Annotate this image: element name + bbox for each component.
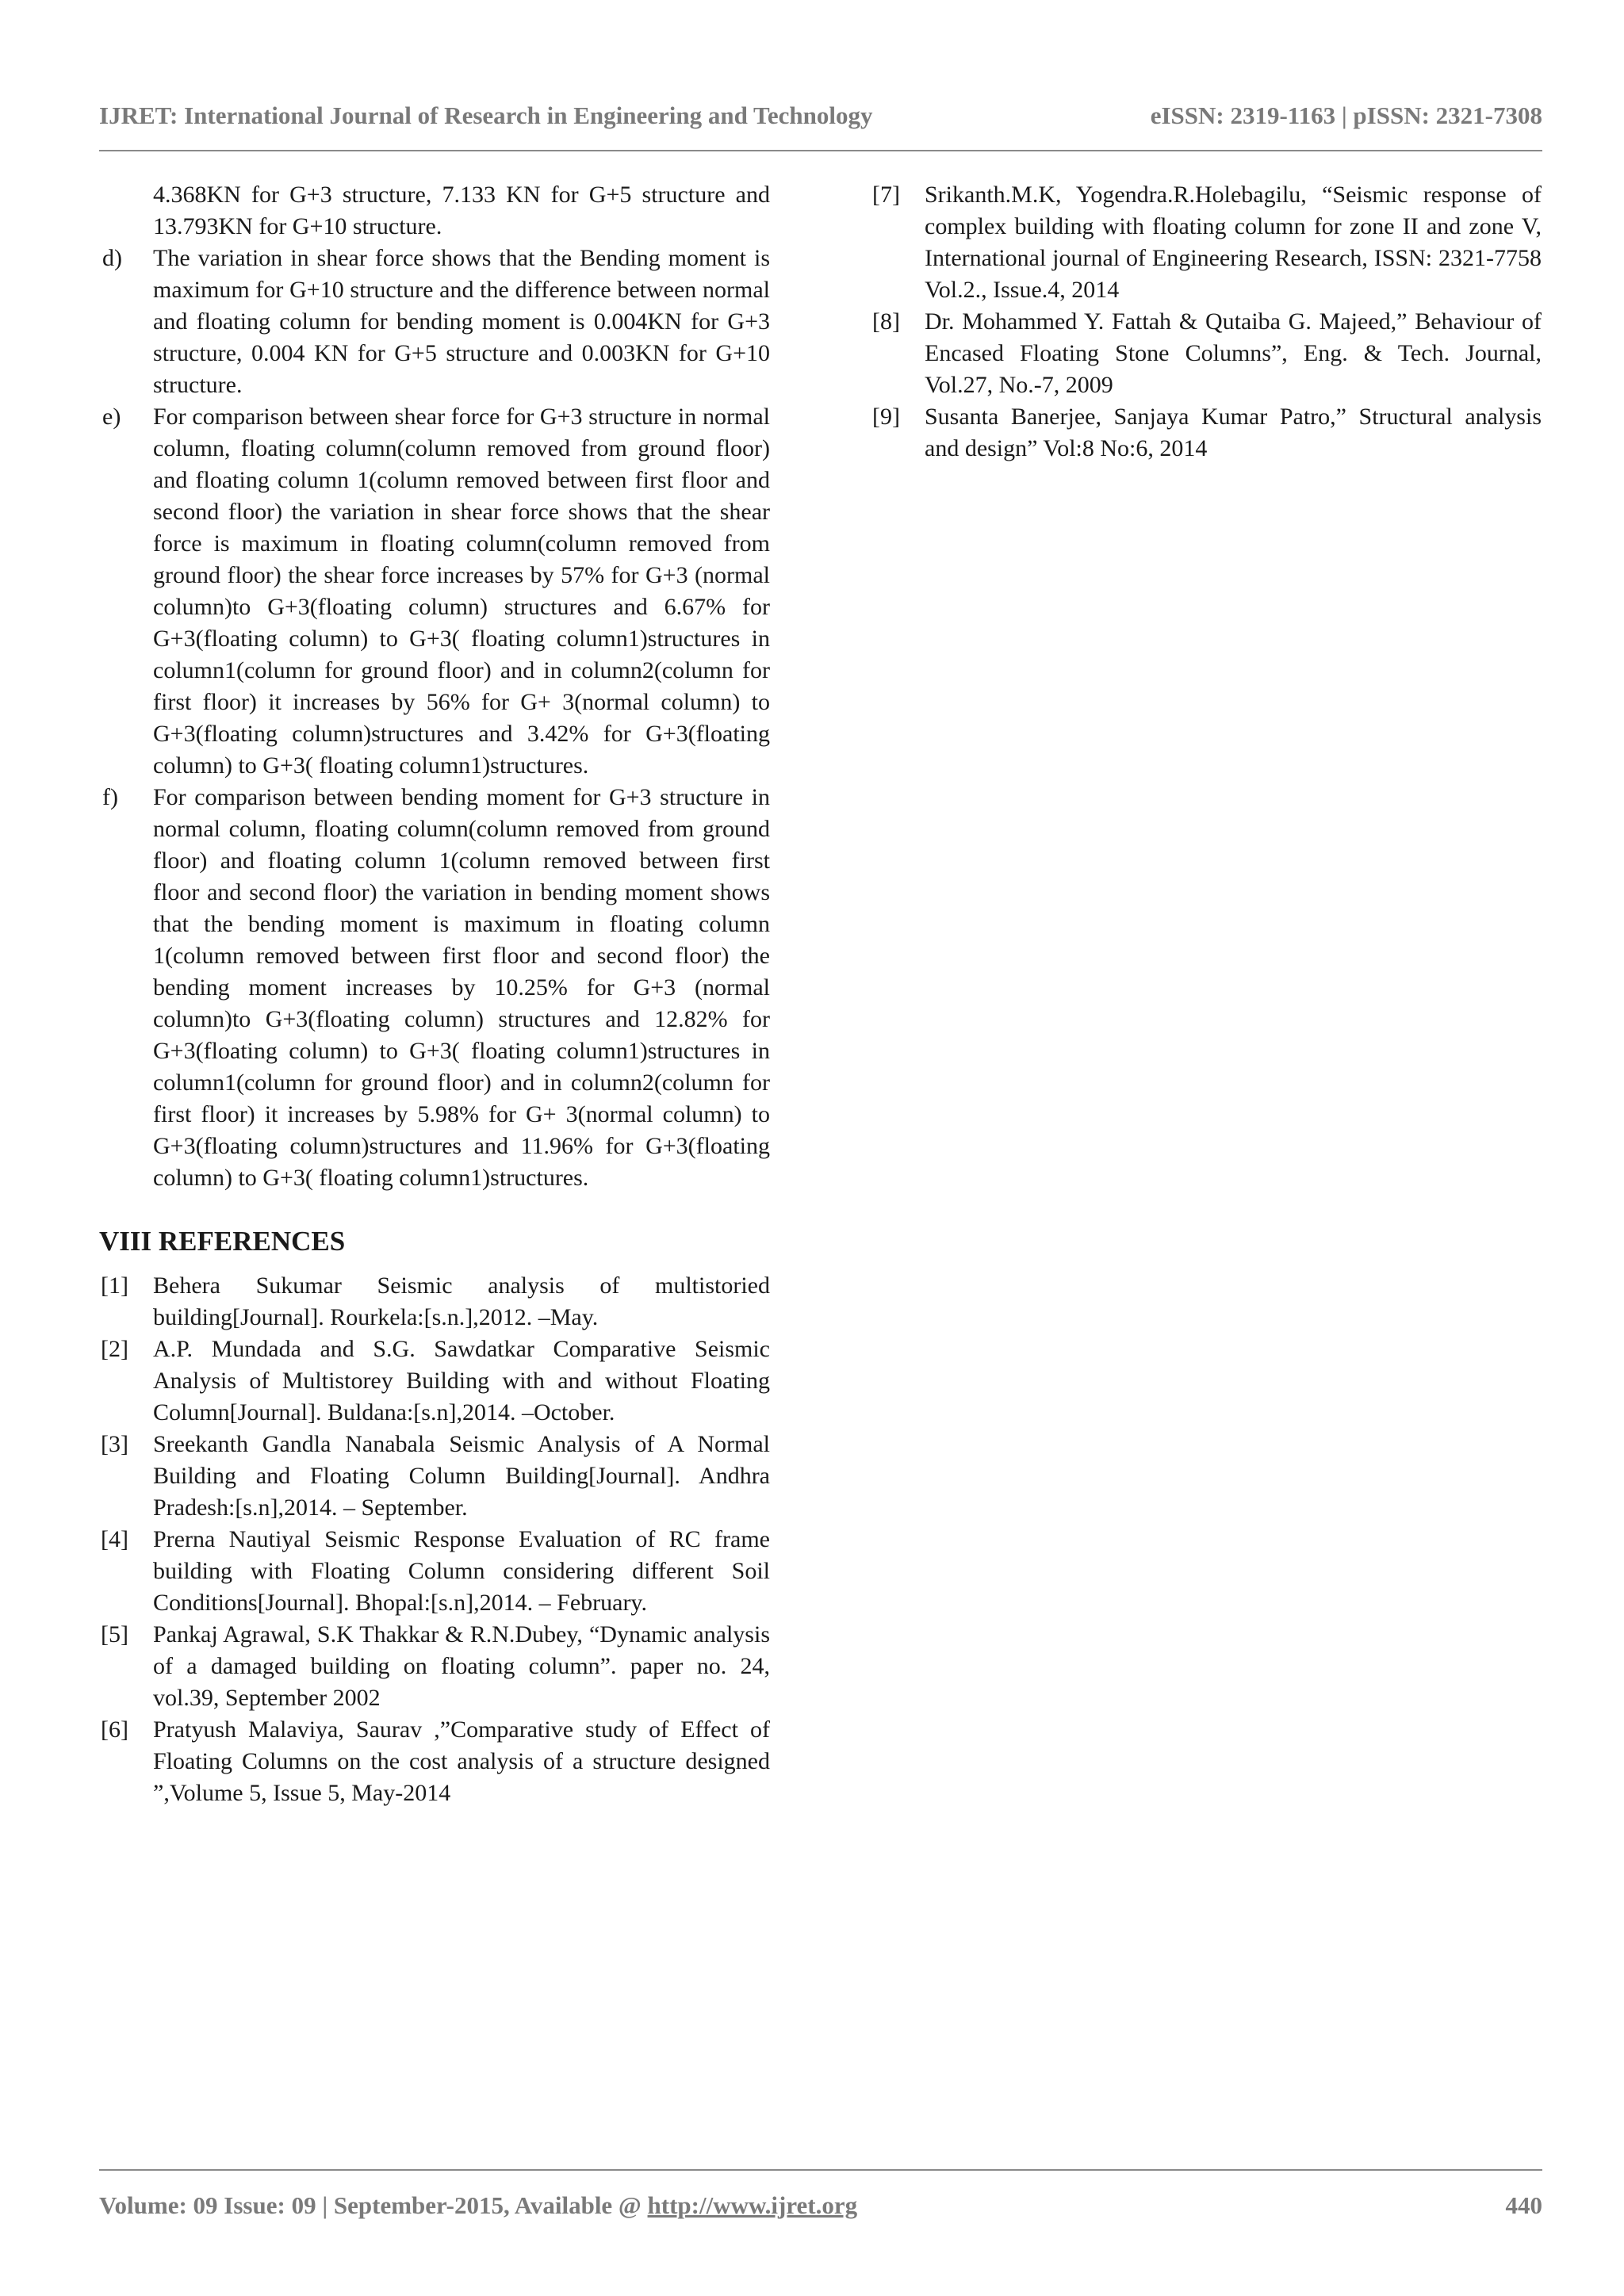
reference-text: Pratyush Malaviya, Saurav ,”Comparative study of Effect of Floating Columns on the cost analysis of a structure designed ”,Volume 5, Issue 5, May-2014 [153,1716,770,1806]
journal-title: IJRET: International Journal of Research in Engineering and Technology [99,101,873,129]
reference-text: Behera Sukumar Seismic analysis of multistoried building[Journal]. Rourkela:[s.n.],2012. –May. [153,1272,770,1330]
list-item-d [99,243,770,401]
reference-marker: [9] [872,404,900,430]
continued-paragraph: 4.368KN for G+3 structure, 7.133 KN for G+5 structure and 13.793KN for G+10 structure. [153,182,770,239]
references-heading: VIII REFERENCES [99,1226,346,1257]
list-item-text: The variation in shear force shows that the Bending moment is maximum for G+10 structure and the difference between normal and floating column for bending moment is 0.004KN for G+3 structure, 0.004 KN for G+5 structure and 0.003KN for G+10 structure. [153,245,770,398]
reference-marker: [6] [101,1716,128,1743]
journal-link[interactable]: http://www.ijret.org [647,2191,858,2219]
list-item-text: For comparison between bending moment for G+3 structure in normal column, floating column(column removed from ground floor) and floating column 1(column removed between first floor and second floor) the variation in bending moment shows that the bending moment is maximum in floating column 1(column removed between first floor and second floor) the bending moment increases by 10.25% for G+3 (normal column)to G+3(floating column) structures and 12.82% for G+3(floating column) to G+3( floating column1)structures in column1(column for ground floor) and in column2(column for first floor) it increases by 5.98% for G+ 3(normal column) to G+3(floating column)structures and 11.96% for G+3(floating column) to G+3( floating column1)structures. [153,784,770,1191]
reference-text: Susanta Banerjee, Sanjaya Kumar Patro,” Structural analysis and design” Vol:8 No:6, 2014 [925,404,1542,461]
reference-marker: [2] [101,1336,128,1362]
list-item-text: For comparison between shear force for G+3 structure in normal column, floating column(column removed from ground floor) and floating column 1(column removed between first floor and second floor) the variation in shear force shows that the shear force is maximum in floating column(column removed from ground floor) the shear force increases by 57% for G+3 (normal column)to G+3(floating column) structures and 6.67% for G+3(floating column) to G+3( floating column1)structures in column1(column for ground floor) and in column2(column for first floor) it increases by 56% for G+ 3(normal column) to G+3(floating column)structures and 3.42% for G+3(floating column) to G+3( floating column1)structures. [153,404,770,779]
header-divider [99,150,1542,151]
issn-label: eISSN: 2319-1163 | pISSN: 2321-7308 [1150,101,1542,129]
reference-marker: [3] [101,1431,128,1457]
reference-marker: [4] [101,1526,128,1552]
footer-volume-info [99,2189,857,2222]
reference-marker: [7] [872,182,900,208]
list-item-e [99,401,770,782]
reference-text: Dr. Mohammed Y. Fattah & Qutaiba G. Majeed,” Behaviour of Encased Floating Stone Columns”, Eng. & Tech. Journal, Vol.27, No.-7, 2009 [925,308,1542,398]
list-marker: d) [102,245,122,271]
reference-text: Prerna Nautiyal Seismic Response Evaluation of RC frame building with Floating Column considering different Soil Conditions[Journal]. Bhopal:[s.n],2014. – February. [153,1526,770,1616]
right-column [871,179,1542,465]
page-number: 440 [1505,2191,1542,2219]
reference-text: Pankaj Agrawal, S.K Thakkar & R.N.Dubey, “Dynamic analysis of a damaged building on floating column”. paper no. 24, vol.39, September 2002 [153,1621,770,1711]
reference-3 [99,1429,770,1524]
reference-7 [871,179,1542,306]
reference-text: Srikanth.M.K, Yogendra.R.Holebagilu, “Seismic response of complex building with floating column for zone II and zone V, International journal of Engineering Research, ISSN: 2321-7758 Vol.2., Issue.4, 2014 [925,182,1542,303]
reference-marker: [1] [101,1272,128,1299]
reference-text: Sreekanth Gandla Nanabala Seismic Analysis of A Normal Building and Floating Column Building[Journal]. Andhra Pradesh:[s.n],2014. – September. [153,1431,770,1521]
left-column [99,179,770,1809]
reference-2 [99,1334,770,1429]
reference-4 [99,1524,770,1619]
reference-8 [871,306,1542,401]
reference-6 [99,1714,770,1809]
list-item-f [99,782,770,1194]
reference-marker: [5] [101,1621,128,1647]
reference-text: A.P. Mundada and S.G. Sawdatkar Comparative Seismic Analysis of Multistorey Building with and without Floating Column[Journal]. Buldana:[s.n],2014. –October. [153,1336,770,1425]
reference-5 [99,1619,770,1714]
list-marker: f) [102,784,118,810]
list-marker: e) [102,404,121,430]
footer-divider [99,2169,1542,2171]
reference-1 [99,1270,770,1334]
volume-label: Volume: 09 Issue: 09 | September-2015, Available @ [99,2191,648,2219]
reference-marker: [8] [872,308,900,335]
reference-9 [871,401,1542,465]
